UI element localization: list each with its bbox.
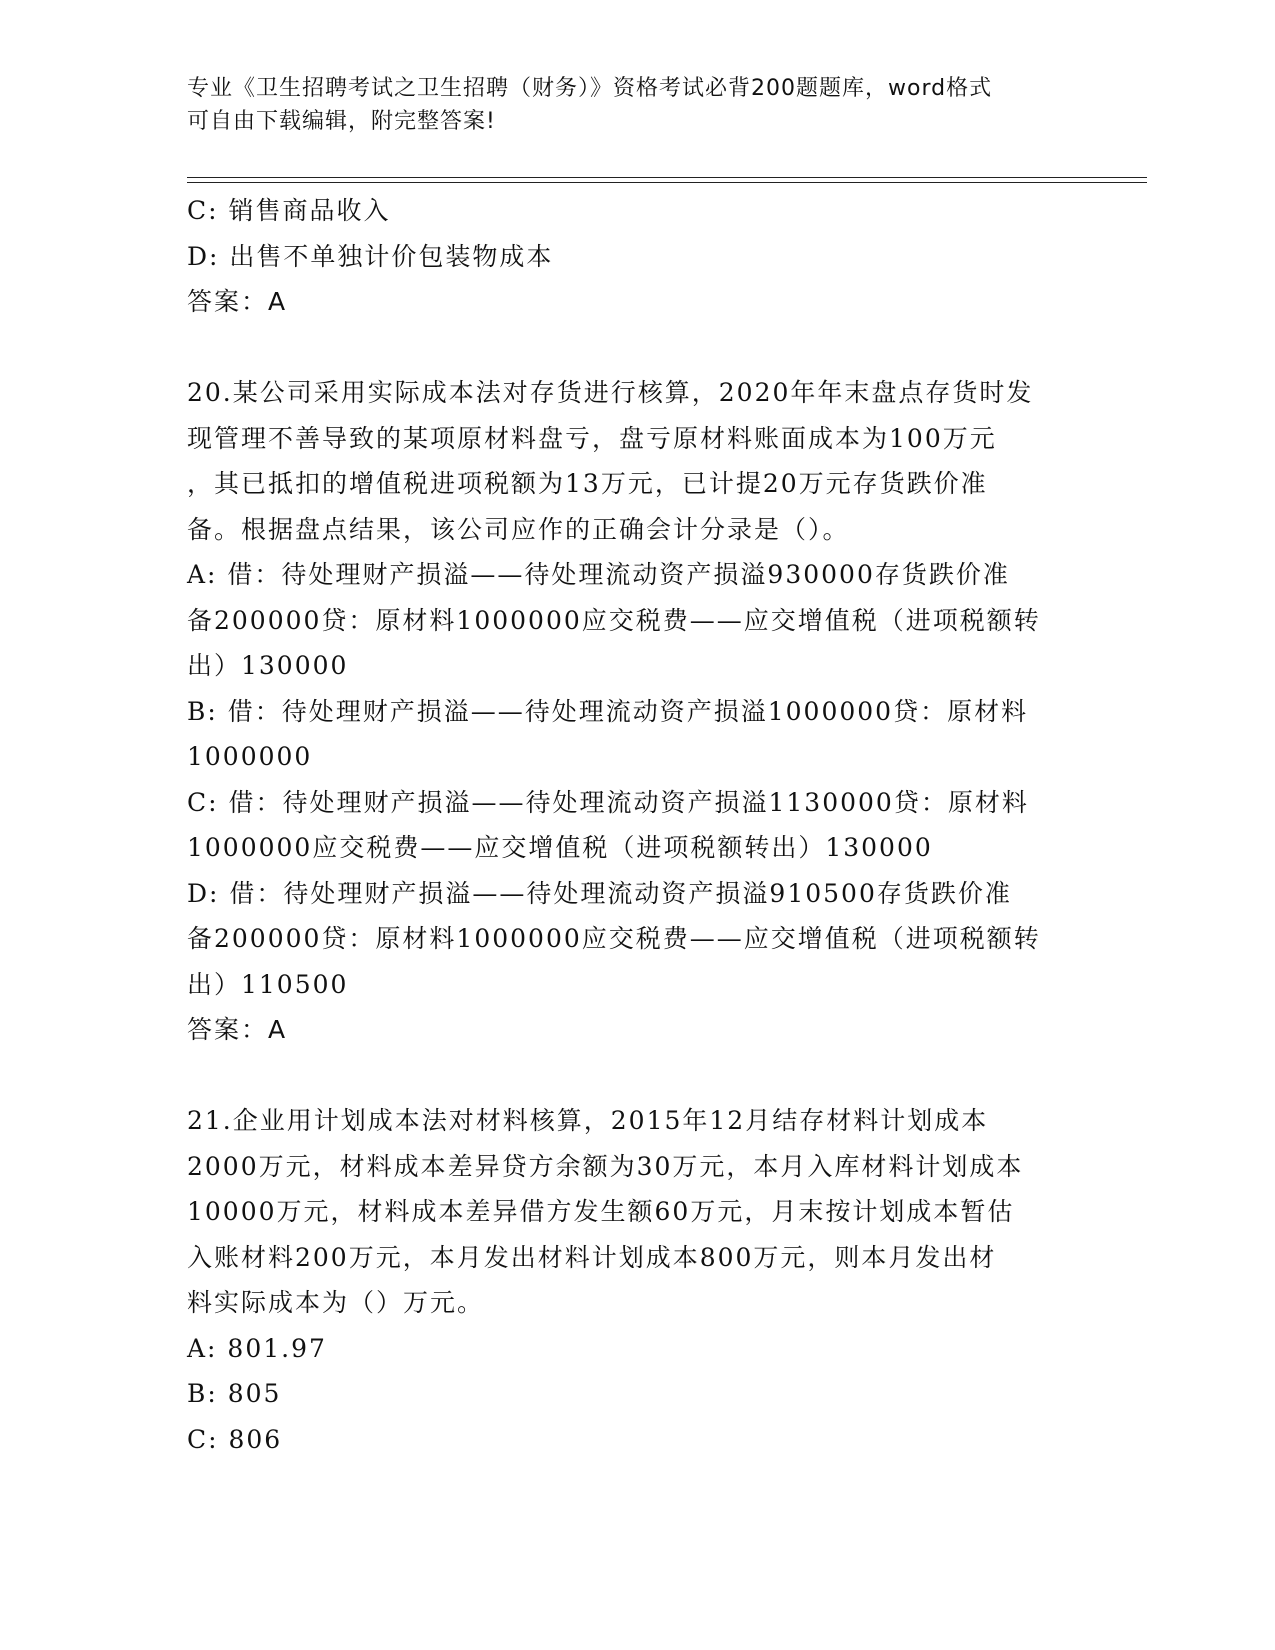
q20-stem-line: 20.某公司采用实际成本法对存货进行核算，2020年年末盘点存货时发 bbox=[187, 378, 1034, 407]
prev-answer: 答案：A bbox=[187, 287, 288, 316]
q20-option-b-line: B: 借：待处理财产损溢——待处理流动资产损溢1000000贷：原材料 bbox=[187, 696, 1029, 726]
q20-option-d-line: 备200000贷：原材料1000000应交税费——应交增值税（进项税额转 bbox=[187, 924, 1041, 953]
q20-stem-line: 现管理不善导致的某项原材料盘亏，盘亏原材料账面成本为100万元 bbox=[187, 423, 997, 453]
header-divider-bottom bbox=[187, 182, 1147, 183]
spacer bbox=[187, 325, 1087, 371]
q21-stem-line: 10000万元，材料成本差异借方发生额60万元，月末按计划成本暂估 bbox=[187, 1197, 1015, 1226]
q20-option-c-line: 1000000应交税费——应交增值税（进项税额转出）130000 bbox=[187, 833, 933, 862]
q21-stem-line: 料实际成本为（）万元。 bbox=[187, 1288, 485, 1317]
q21-option-b: B: 805 bbox=[187, 1379, 282, 1408]
q20-option-a-line: A: 借：待处理财产损溢——待处理流动资产损溢930000存货跌价准 bbox=[187, 560, 1010, 589]
header-line-1: 专业《卫生招聘考试之卫生招聘（财务）》资格考试必背200题题库，word格式 bbox=[187, 76, 993, 101]
q21-stem-line: 2000万元，材料成本差异贷方余额为30万元，本月入库材料计划成本 bbox=[187, 1151, 1024, 1181]
header-line-2: 可自由下载编辑，附完整答案! bbox=[187, 109, 496, 134]
document-body bbox=[187, 188, 1087, 1462]
q20-option-b-line: 1000000 bbox=[187, 742, 313, 771]
q20-stem-line: ，其已抵扣的增值税进项税额为13万元，已计提20万元存货跌价准 bbox=[187, 469, 988, 498]
prev-option-c: C: 销售商品收入 bbox=[187, 196, 391, 225]
document-header bbox=[187, 72, 1087, 138]
header-divider-top bbox=[187, 177, 1147, 178]
q20-answer: 答案：A bbox=[187, 1015, 288, 1044]
spacer bbox=[187, 1053, 1087, 1099]
q21-stem-line: 入账材料200万元，本月发出材料计划成本800万元，则本月发出材 bbox=[187, 1242, 997, 1272]
q21-stem-line: 21.企业用计划成本法对材料核算，2015年12月结存材料计划成本 bbox=[187, 1106, 989, 1135]
q20-option-c-line: C: 借：待处理财产损溢——待处理流动资产损溢1130000贷：原材料 bbox=[187, 787, 1029, 817]
prev-option-d: D: 出售不单独计价包装物成本 bbox=[187, 241, 554, 271]
q21-option-a: A: 801.97 bbox=[187, 1333, 327, 1363]
q21-option-c: C: 806 bbox=[187, 1424, 283, 1454]
question-20 bbox=[187, 370, 1087, 1053]
q20-option-a-line: 出）130000 bbox=[187, 651, 349, 680]
q20-option-d-line: D: 借：待处理财产损溢——待处理流动资产损溢910500存货跌价准 bbox=[187, 878, 1012, 908]
question-21 bbox=[187, 1098, 1087, 1462]
q20-option-a-line: 备200000贷：原材料1000000应交税费——应交增值税（进项税额转 bbox=[187, 605, 1041, 635]
q20-stem-line: 备。根据盘点结果，该公司应作的正确会计分录是（）。 bbox=[187, 514, 850, 544]
q20-option-d-line: 出）110500 bbox=[187, 969, 349, 999]
